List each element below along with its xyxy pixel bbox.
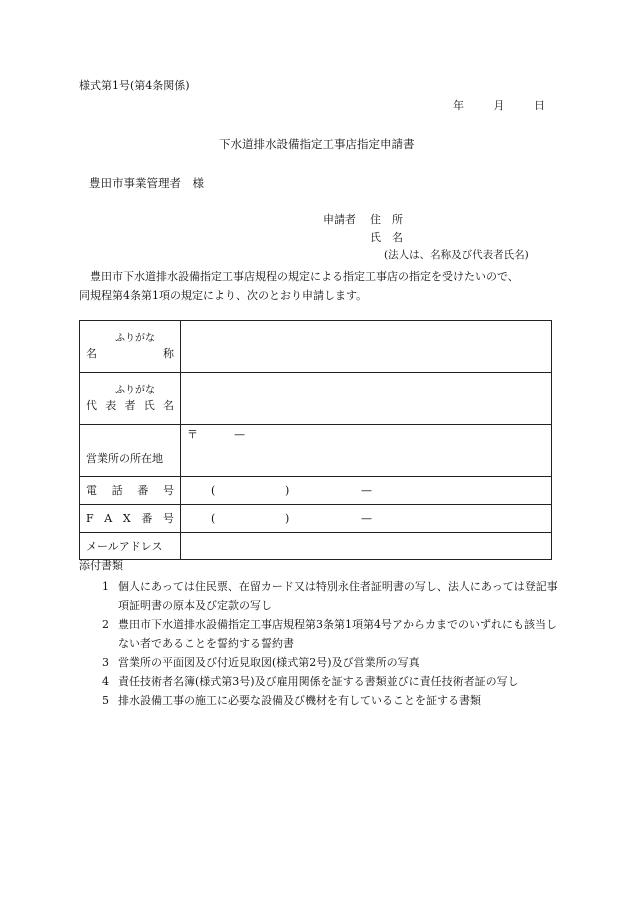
phone-field[interactable]: ( ) — bbox=[181, 477, 552, 505]
list-item-text: 豊田市下水道排水設備指定工事店規程第3条第1項第4号アからカまでのいずれにも該当しない者であることを誓約する誓約書 bbox=[118, 618, 557, 650]
email-label: メールアドレス bbox=[86, 539, 163, 553]
list-item-text: 営業所の平面図及び付近見取図(様式第2号)及び営業所の写真 bbox=[118, 656, 420, 669]
list-item bbox=[79, 672, 559, 691]
list-item bbox=[79, 615, 559, 653]
list-item-number: 1 bbox=[102, 580, 109, 593]
date-year-label: 年 bbox=[453, 99, 464, 112]
list-item bbox=[79, 691, 559, 710]
postal-mark-icon: 〒 bbox=[187, 428, 198, 441]
application-table bbox=[79, 320, 552, 560]
addressee: 豊田市事業管理者 様 bbox=[89, 176, 204, 190]
request-statement bbox=[79, 267, 557, 305]
company-name-field[interactable] bbox=[181, 321, 552, 373]
applicant-note: (法人は、名称及び代表者氏名) bbox=[384, 249, 529, 261]
date-day-label: 日 bbox=[534, 99, 545, 112]
list-item-text: 排水設備工事の施工に必要な設備及び機材を有していることを証する書類 bbox=[118, 694, 481, 707]
request-line-1: 豊田市下水道排水設備指定工事店規程の規定による指定工事店の指定を受けたいので、 bbox=[79, 270, 519, 283]
list-item bbox=[79, 577, 559, 615]
furigana-label: ふりがな bbox=[115, 385, 155, 396]
form-number: 様式第1号(第4条関係) bbox=[79, 79, 190, 92]
office-address-label-cell bbox=[80, 425, 181, 477]
document-title: 下水道排水設備指定工事店指定申請書 bbox=[219, 137, 415, 151]
request-line-2: 同規程第4条第1項の規定により、次のとおり申請します。 bbox=[79, 289, 368, 302]
list-item-number: 3 bbox=[102, 656, 109, 669]
list-item bbox=[79, 653, 559, 672]
representative-name-field[interactable] bbox=[181, 373, 552, 425]
postal-dash: — bbox=[234, 428, 245, 441]
company-name-label-cell bbox=[80, 321, 181, 373]
applicant-address-label: 住 所 bbox=[370, 213, 403, 226]
phone-label: 電 話 番 号 bbox=[86, 484, 174, 497]
attachments-heading: 添付書類 bbox=[79, 559, 123, 572]
furigana-label: ふりがな bbox=[115, 333, 155, 344]
email-field[interactable] bbox=[181, 533, 552, 560]
list-item-text: 責任技術者名簿(様式第3号)及び雇用関係を証する書類並びに責任技術者証の写し bbox=[118, 675, 519, 688]
date-line bbox=[453, 100, 545, 111]
fax-label: F A X 番 号 bbox=[86, 512, 174, 525]
list-item-number: 4 bbox=[102, 675, 109, 688]
applicant-label: 申請者 bbox=[323, 213, 356, 226]
fax-label-cell bbox=[80, 505, 181, 533]
company-name-label: 名 称 bbox=[86, 347, 174, 360]
list-item-text: 個人にあっては住民票、在留カード又は特別永住者証明書の写し、法人にあっては登記事項証明書の原本及び定款の写し bbox=[118, 580, 558, 612]
office-address-label: 営業所の所在地 bbox=[86, 452, 163, 465]
email-label-cell bbox=[80, 533, 181, 560]
representative-name-label: 代 表 者 氏 名 bbox=[86, 399, 174, 412]
phone-label-cell bbox=[80, 477, 181, 505]
date-month-label: 月 bbox=[493, 99, 505, 112]
office-address-field[interactable] bbox=[181, 425, 552, 477]
fax-field[interactable]: ( ) — bbox=[181, 505, 552, 533]
postal-code bbox=[187, 429, 245, 440]
list-item-number: 5 bbox=[102, 694, 109, 707]
attachments-list bbox=[79, 577, 559, 710]
applicant-name-label: 氏 名 bbox=[370, 231, 403, 244]
representative-label-cell bbox=[80, 373, 181, 425]
list-item-number: 2 bbox=[102, 618, 109, 631]
